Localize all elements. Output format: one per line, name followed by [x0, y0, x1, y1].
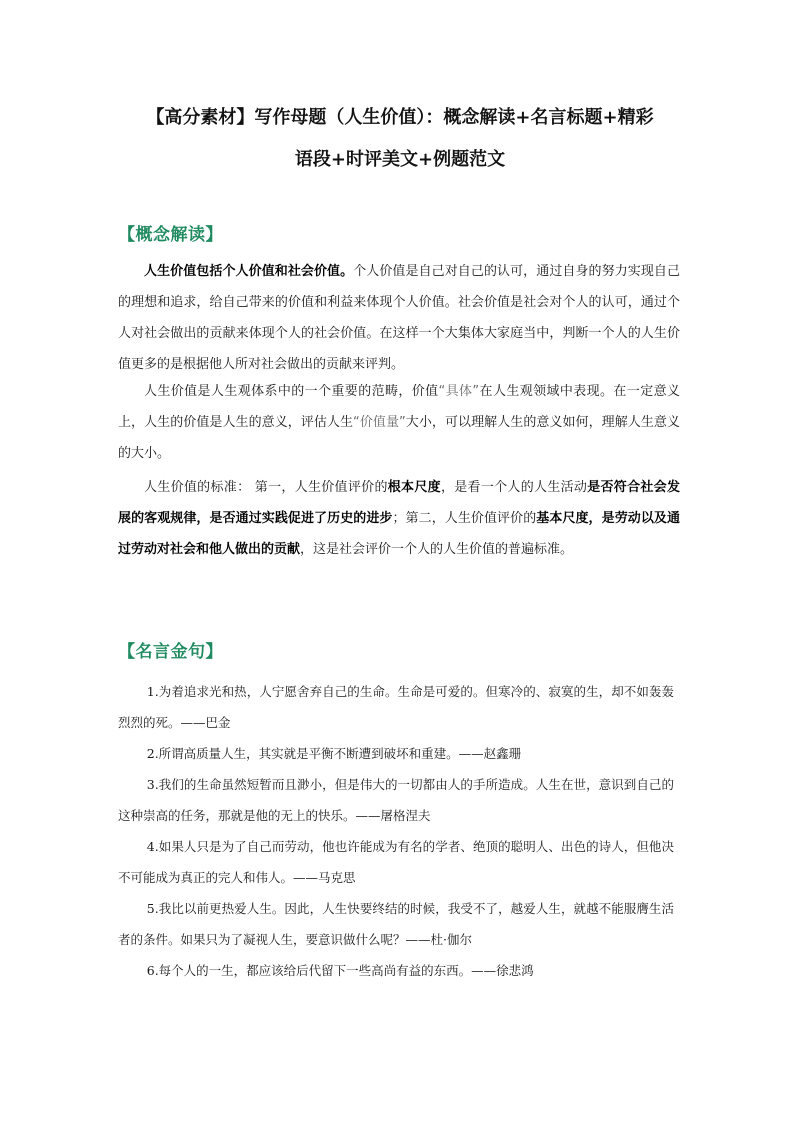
document-title-line2: 语段+时评美文+例题范文: [294, 149, 506, 170]
concept-paragraph-3: [118, 472, 680, 565]
quote-item: 6.每个人的一生，都应该给后代留下一些高尚有益的东西。——徐悲鸿: [146, 963, 534, 978]
quotes-section-heading: 【名言金句】: [118, 642, 223, 662]
concept-p2-text-b: 在人生观领域中表现。在一定意义上，人生的价值是人生的意义，评估人生: [118, 384, 680, 430]
quote-item: 3.我们的生命虽然短暂而且渺小，但是伟大的一切都由人的手所造成。人生在世，意识到自己的这种崇高的任务，那就是他的无上的快乐。——屠格涅夫: [118, 777, 674, 823]
concept-p1-bold: 人生价值包括个人价值和社会价值。: [144, 264, 354, 279]
concept-p2-text-c: 大小，可以理解人生的意义如何，理解人生意义的大小。: [118, 415, 680, 461]
quotes-list: [118, 676, 674, 986]
quote-item: 2.所谓高质量人生，其实就是平衡不断遭到破坏和重建。——赵鑫珊: [146, 746, 522, 761]
concept-p3-text-d: ；第二，人生价值评价的: [392, 511, 537, 526]
concept-p3-bold-2: 是否符合社会发展的客观规律，是否通过实践促进了历史的进步: [118, 480, 680, 526]
concept-paragraph-1: [118, 256, 680, 380]
concept-p3-text-a: 人生价值的标准： 第一，人生价值评价的: [144, 480, 388, 495]
concept-paragraph-2: [118, 376, 680, 469]
concept-p2-quote-1: “具体”: [438, 384, 480, 399]
concept-p2-quote-2: “价值量”: [353, 415, 406, 430]
concept-p1-text: 个人价值是自己对自己的认可，通过自身的努力实现自己的理想和追求，给自己带来的价值和利益来体现个人价值。社会价值是社会对个人的认可，通过个人对社会做出的贡献来体现个人的社会价值。在这样一个大集体大家庭当中，判断一个人的人生价值更多的是根据他人所对社会做出的贡献来评判。: [118, 264, 680, 372]
concept-p3-bold-1: 根本尺度: [387, 480, 441, 495]
document-title-line1: 【高分素材】写作母题（人生价值）：概念解读+名言标题+精彩: [146, 107, 654, 128]
concept-p3-text-e: ，这是社会评价一个人的人生价值的普遍标准。: [300, 542, 574, 557]
concept-p3-text-c: ，是看一个人的人生活动: [440, 480, 588, 495]
concept-p3-bold-3: 基本尺度，是劳动以及通过劳动对社会和他人做出的贡献: [118, 511, 680, 557]
concept-p2-text-a: 人生价值是人生观体系中的一个重要的范畴，价值: [144, 384, 439, 399]
quote-item: 4.如果人只是为了自己而劳动，他也许能成为有名的学者、绝顶的聪明人、出色的诗人，但他决不可能成为真正的完人和伟人。——马克思: [118, 839, 674, 885]
quote-item: 5.我比以前更热爱人生。因此，人生快要终结的时候，我受不了，越爱人生，就越不能服膺生活者的条件。如果只为了凝视人生，要意识做什么呢？——杜·伽尔: [118, 901, 674, 947]
concept-section-heading: 【概念解读】: [118, 225, 223, 245]
quote-item: 1.为着追求光和热，人宁愿舍弃自己的生命。生命是可爱的。但寒冷的、寂寞的生，却不如轰轰烈烈的死。——巴金: [118, 684, 674, 730]
